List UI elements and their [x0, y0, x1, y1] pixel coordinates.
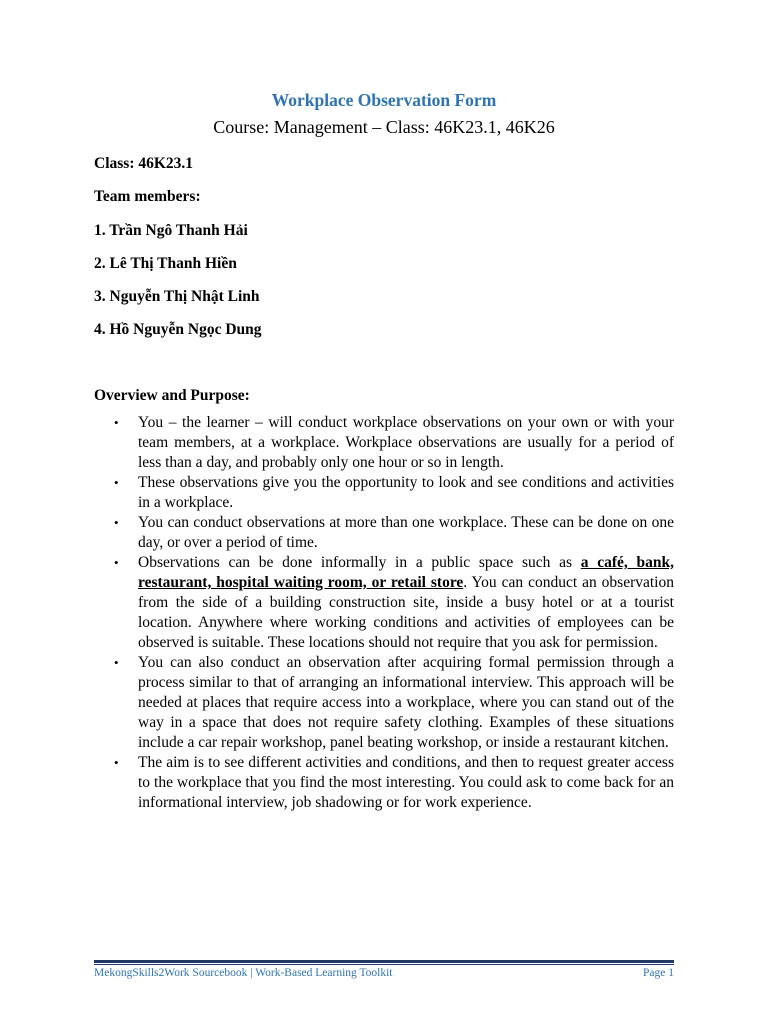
bullet-text-pre: Observations can be done informally in a public space such as — [138, 554, 581, 571]
overview-bullet-list — [114, 413, 674, 813]
team-member-1: 1. Trần Ngô Thanh Hải — [94, 222, 248, 239]
list-item — [114, 513, 674, 553]
bullet-emphasis: a café, bank, restaurant, hospital waiting room, or retail store — [138, 554, 674, 591]
list-item — [114, 553, 674, 653]
overview-heading: Overview and Purpose: — [94, 387, 250, 404]
team-member-2: 2. Lê Thị Thanh Hiền — [94, 255, 237, 272]
bullet-icon: • — [114, 415, 119, 430]
bullet-text: You – the learner – will conduct workplace observations on your own or with your team members, at a workplace. Workplace observations are usually for a period of less than a day, and probably only one hour or so in length. — [138, 414, 674, 471]
list-item — [114, 473, 674, 513]
class-line: Class: 46K23.1 — [94, 155, 194, 172]
team-member-4: 4. Hồ Nguyễn Ngọc Dung — [94, 321, 262, 338]
page-number: Page 1 — [643, 967, 674, 979]
list-item — [114, 413, 674, 473]
bullet-text: You can conduct observations at more than one workplace. These can be done on one day, or over a period of time. — [138, 514, 674, 551]
bullet-icon: • — [114, 475, 119, 490]
bullet-icon: • — [114, 655, 119, 670]
bullet-icon: • — [114, 755, 119, 770]
list-item — [114, 653, 674, 753]
bullet-text: You can also conduct an observation after acquiring formal permission through a process similar to that of arranging an informational interview. This approach will be needed at places that require access into a workplace, where you can stand out of the way in a space that does not require safety clothing. Examples of these situations include a car repair workshop, panel beating workshop, or inside a restaurant kitchen. — [138, 654, 674, 751]
document-title: Workplace Observation Form — [271, 90, 497, 110]
bullet-icon: • — [114, 555, 119, 570]
bullet-icon: • — [114, 515, 119, 530]
bullet-text-post: . You can conduct an observation from the side of a building construction site, inside a busy hotel or at a tourist location. Anywhere where working conditions and activities of employees can be observed is suitable. These locations should not require that you ask for permission. — [138, 574, 674, 651]
team-heading: Team members: — [94, 188, 201, 205]
bullet-text: These observations give you the opportunity to look and see conditions and activities in a workplace. — [138, 474, 674, 511]
bullet-text: The aim is to see different activities and conditions, and then to request greater access to the workplace that you find the most interesting. You could ask to come back for an informational interview, job shadowing or for work experience. — [138, 754, 674, 811]
list-item — [114, 753, 674, 813]
team-member-3: 3. Nguyễn Thị Nhật Linh — [94, 288, 260, 305]
footer-divider — [94, 960, 674, 963]
footer-divider-thin — [94, 964, 674, 965]
footer-source: MekongSkills2Work Sourcebook | Work-Based Learning Toolkit — [94, 967, 393, 979]
course-subtitle: Course: Management – Class: 46K23.1, 46K26 — [213, 117, 555, 137]
